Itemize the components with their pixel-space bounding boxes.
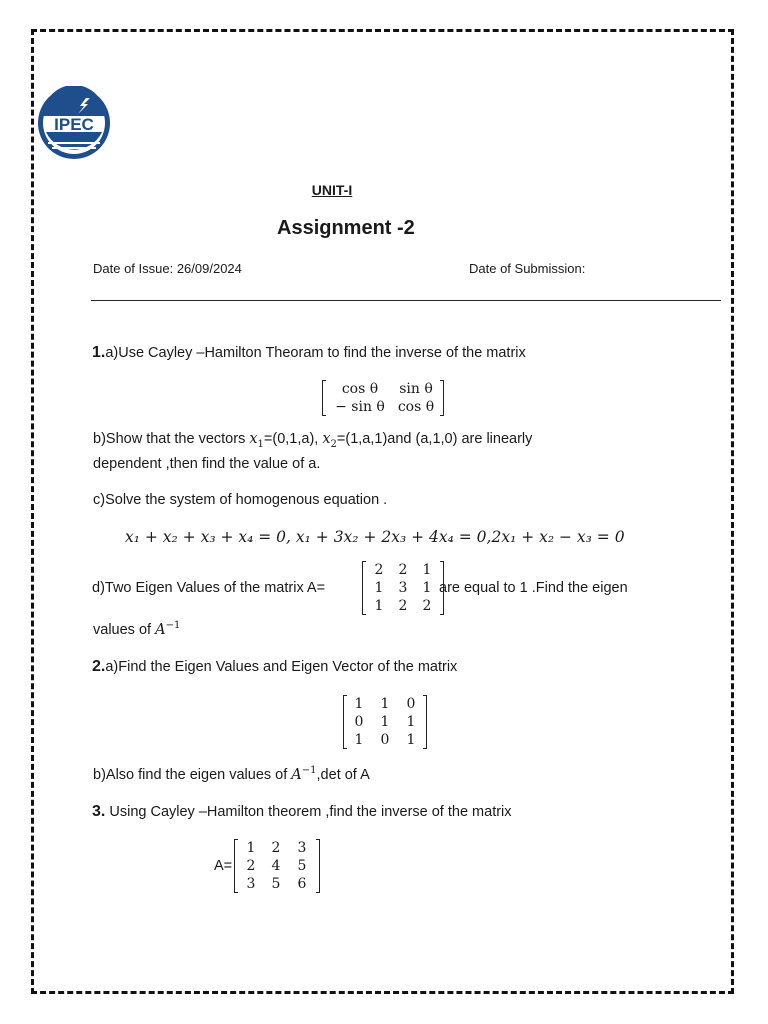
assignment-title: Assignment -2 (277, 217, 415, 239)
q1b-x1-sub: 1 (257, 438, 264, 450)
q1a-text (92, 344, 526, 362)
q2a-matrix-cell: 1 (406, 732, 416, 748)
q1d-A-sup: −1 (165, 620, 181, 631)
q3-matrix-cell: 6 (297, 876, 307, 892)
issue-date: Date of Issue: 26/09/2024 (93, 261, 242, 276)
q1c-equation: x₁ + x₂ + x₃ + x₄ = 0, x₁ + 3x₂ + 2x₃ + 4x₄ = 0,2x₁ + x₂ − x₃ = 0 (125, 528, 625, 546)
q1-number: 1. (92, 344, 106, 361)
q3-matrix-cell: 5 (297, 858, 307, 874)
q2a-matrix-cell: 0 (406, 696, 416, 712)
page-border (31, 29, 734, 994)
q2a-matrix-cell: 1 (406, 714, 416, 730)
ipec-logo (34, 86, 114, 160)
q1a-matrix (322, 380, 444, 416)
q2a-text (92, 658, 457, 676)
q1d-matrix-cell: 1 (422, 562, 432, 578)
q1b-line2: dependent ,then find the value of a. (93, 456, 321, 472)
q1d-matrix-cell: 1 (374, 598, 384, 614)
q2a-matrix-cell: 1 (354, 696, 364, 712)
q1d-matrix-cell: 2 (374, 562, 384, 578)
logo-text: IPEC (54, 115, 94, 134)
q1d-A: A (155, 621, 166, 638)
q2b-tail: ,det of A (316, 766, 370, 783)
q1b-v2: =(1,a,1)and (a,1,0) are linearly (336, 431, 533, 447)
q3-label: Using Cayley –Hamilton theorem ,find the inverse of the matrix (105, 804, 512, 820)
q3-matrix-cell: 3 (246, 876, 256, 892)
q1b-text: b)Show that the vectors (93, 431, 250, 447)
unit-heading: UNIT-I (311, 182, 353, 198)
q3-matrix-cell: 2 (246, 858, 256, 874)
q1a-label: a)Use Cayley –Hamilton Theoram to find the inverse of the matrix (105, 345, 526, 361)
q1b-v1: =(0,1,a), (263, 431, 323, 447)
q1a-matrix-cell: − sin θ (335, 399, 385, 415)
q1d-matrix-cell: 2 (398, 562, 408, 578)
q2b-text (93, 765, 370, 783)
submission-date: Date of Submission: (469, 261, 586, 276)
q1d-matrix-cell: 2 (422, 598, 432, 614)
q1b-line1 (93, 431, 532, 450)
q1d-matrix-cell: 2 (398, 598, 408, 614)
q2a-matrix-cell: 0 (354, 714, 364, 730)
q2a-matrix-cell: 1 (380, 714, 390, 730)
q3-matrix-label: A= (214, 858, 233, 874)
q2a-label: a)Find the Eigen Values and Eigen Vector of the matrix (105, 659, 458, 675)
q1d-line2-text: values of (93, 621, 156, 638)
q1d-line2 (93, 620, 180, 638)
q3-matrix-cell: 3 (297, 840, 307, 856)
q2a-matrix-cell: 0 (380, 732, 390, 748)
q2b-A: A (291, 766, 302, 783)
q1a-matrix-cell: cos θ (341, 381, 379, 397)
q2a-matrix-cell: 1 (380, 696, 390, 712)
q2-number: 2. (92, 658, 106, 675)
q1c-text: c)Solve the system of homogenous equation . (93, 492, 388, 508)
q3-number: 3. (92, 803, 106, 820)
q2b-label: b)Also find the eigen values of (93, 766, 292, 783)
header-divider (91, 300, 721, 301)
q1b-x1: x (249, 431, 258, 447)
q3-matrix-cell: 1 (246, 840, 256, 856)
q3-matrix-cell: 4 (271, 858, 281, 874)
q1d-matrix-cell: 1 (374, 580, 384, 596)
q3-matrix (234, 839, 320, 893)
q1d-text-before: d)Two Eigen Values of the matrix A= (92, 580, 326, 596)
q3-matrix-cell: 5 (271, 876, 281, 892)
q1d-text-after: are equal to 1 .Find the eigen (439, 580, 628, 596)
q1a-matrix-cell: cos θ (397, 399, 435, 415)
q2b-A-sup: −1 (301, 765, 317, 776)
q1d-matrix-cell: 3 (398, 580, 408, 596)
q3-text (92, 803, 512, 821)
q1d-matrix-cell: 1 (422, 580, 432, 596)
q1a-matrix-cell: sin θ (399, 381, 433, 397)
q2a-matrix-cell: 1 (354, 732, 364, 748)
q3-matrix-cell: 2 (271, 840, 281, 856)
q1b-x2-sub: 2 (330, 438, 337, 450)
q2a-matrix (343, 695, 427, 749)
q1b-x2: x (322, 431, 331, 447)
q1d-matrix (362, 561, 444, 615)
